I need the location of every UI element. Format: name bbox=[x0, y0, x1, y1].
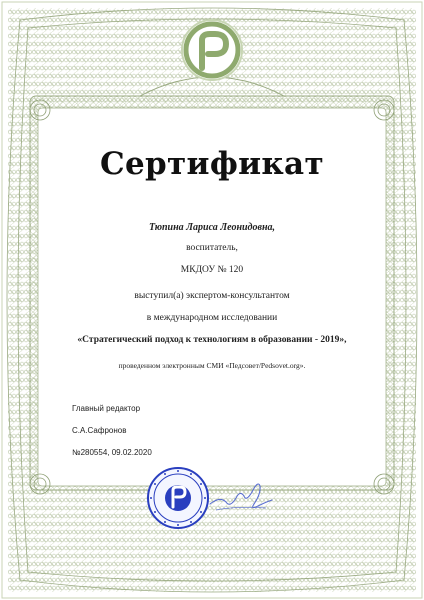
recipient-position: воспитатель, bbox=[186, 243, 238, 253]
certificate-number-date: №280554, 09.02.2020 bbox=[72, 448, 152, 457]
handwritten-signature-icon bbox=[206, 474, 276, 518]
event-organizer: проведенном электронным СМИ «Педсовет/Pedsovet.org». bbox=[118, 361, 306, 370]
recipient-name: Тюпина Лариса Леонидовна, bbox=[148, 222, 276, 233]
signer-name: С.А.Сафронов bbox=[72, 426, 127, 435]
signer-title: Главный редактор bbox=[72, 404, 141, 413]
event-title: «Стратегический подход к технологиям в образовании - 2019», bbox=[77, 335, 347, 345]
recipient-role: выступил(а) экспертом-консультантом bbox=[134, 291, 290, 301]
certificate-title: Сертификат bbox=[100, 146, 324, 182]
pedsovet-logo-icon bbox=[180, 18, 244, 82]
recipient-organization: МКДОУ № 120 bbox=[180, 265, 244, 275]
round-stamp-icon bbox=[146, 466, 210, 530]
event-context: в международном исследовании bbox=[146, 313, 278, 323]
